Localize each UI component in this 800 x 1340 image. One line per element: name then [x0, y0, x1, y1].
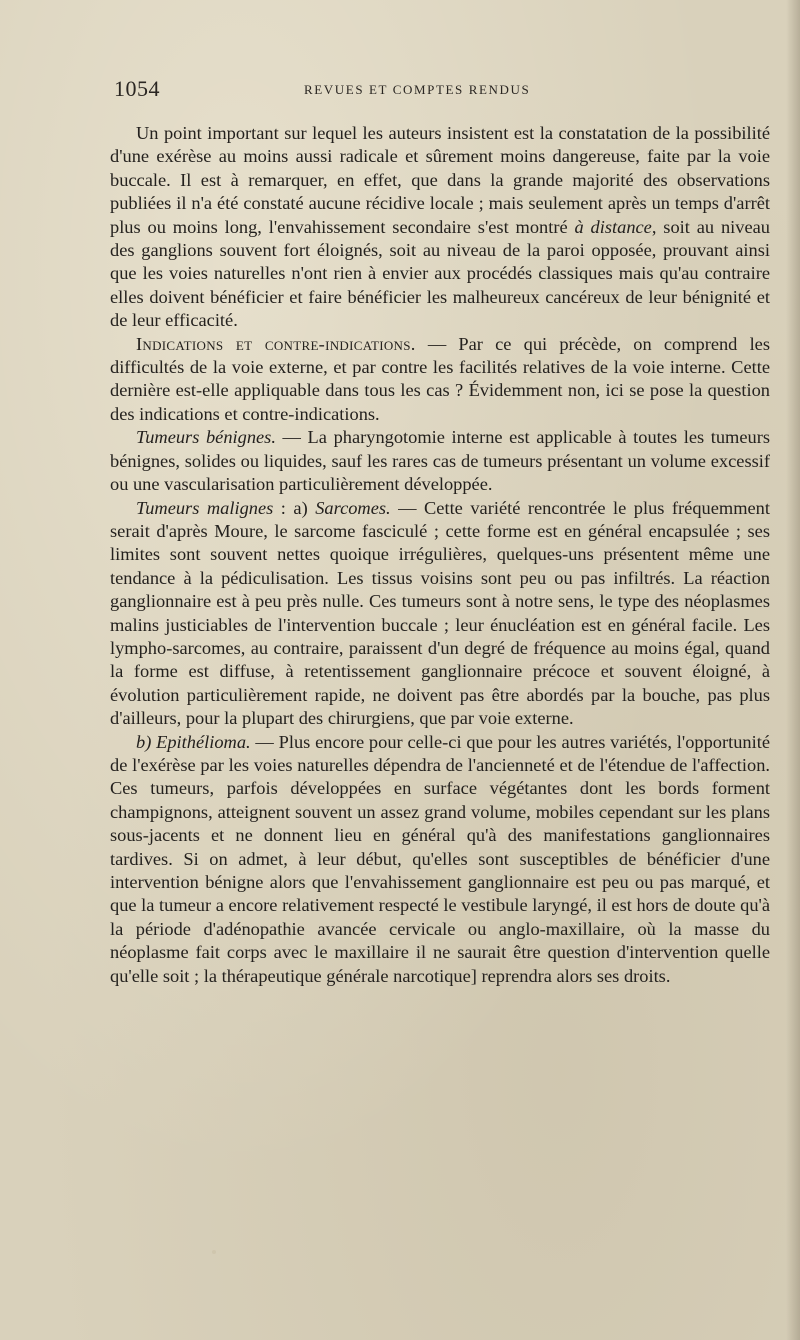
paragraph-benign — [110, 426, 770, 496]
paragraph-1-text-cont: , soit au niveau des ganglions souvent fort éloignés, soit au niveau de la paroi opposée, prouvant ainsi que les voies naturelles n'ont rien à envier aux procédés classiques mais qu'au contraire elles doivent bénéficier et faire bénéficier les malheureux cancéreux de leur bénignité et de leur efficacité. — [110, 216, 770, 331]
paragraph-1-italic: à distance — [574, 216, 652, 237]
running-title: REVUES ET COMPTES RENDUS — [304, 82, 531, 97]
page-edge-shadow — [786, 0, 800, 1340]
paragraph-benign-text: — La pharyngotomie interne est applicable à toutes les tumeurs bénignes, solides ou liquides, sauf les rares cas de tumeurs présentant un volume excessif ou une vascularisation particulièrement développée. — [110, 427, 770, 495]
paper-speck — [212, 1250, 216, 1254]
subheading-sarcomas: Sarcomes. — [315, 497, 391, 518]
paragraph-indications-text: — Par ce qui précède, on comprend les difficultés de la voie externe, et par contre les facilités relatives de la voie interne. Cette dernière est-elle appliquable dans tous les cas ? Évidemment non, ici se pose la question des indications et contre-indications. — [110, 333, 770, 424]
section-heading-indications: Indications et contre-indications. — [136, 333, 416, 354]
paragraph-epithelioma-text: — Plus encore pour celle-ci que pour les autres variétés, l'opportunité de l'exérèse par les voies naturelles dépendra de l'ancienneté et de l'étendue de l'affection. Ces tumeurs, parfois développées en surface végétantes dont les bords forment champignons, atteignent souvent un assez grand volume, mobiles cependant sur les plans sous-jacents et ne donnent lieu en général qu'à des manifestations ganglionnaires tardives. Si on admet, à leur début, qu'elles sont susceptibles de bénéficier d'une intervention bénigne alors que l'envahissement ganglionnaire est peu ou pas marqué, et que la tumeur a encore relativement respecté le vestibule laryngé, il est hors de doute qu'à la période d'adénopathie avancée cervicale ou anglo-maxillaire, où la masse du néoplasme fait corps avec le maxillaire il ne saurait être question d'intervention quelle qu'elle soit ; la thérapeutique générale narcotique] reprendra alors ses droits. — [110, 731, 771, 986]
paragraph-1 — [110, 122, 770, 333]
paragraph-malignant-label: : a) — [273, 497, 316, 518]
paragraph-indications — [110, 333, 770, 427]
paragraph-1-text: Un point important sur lequel les auteurs insistent est la constatation de la possibilité d'une exérèse au moins aussi radicale et sûrement moins dangereuse, faite par la voie buccale. Il est à remarquer, en effet, que dans la grande majorité des observations publiées il n'a été constaté aucune récidive locale ; mais seulement après un temps d'arrêt plus ou moins long, l'envahissement secondaire s'est montré — [110, 123, 770, 237]
paragraph-epithelioma — [110, 731, 770, 988]
subheading-benign: Tumeurs bénignes. — [136, 427, 276, 448]
paragraph-malignant — [110, 497, 770, 731]
subheading-malignant: Tumeurs malignes — [136, 497, 274, 518]
page-number: 1054 — [114, 76, 160, 101]
paragraph-malignant-text: — Cette variété rencontrée le plus fréquemment serait d'après Moure, le sarcome fasciculé ; cette forme est en général encapsulée ; ses limites sont souvent nettes quoique irrégulières, quelques-uns présentent même une tendance à la pédiculisation. Les tissus voisins sont peu ou pas infiltrés. La réaction ganglionnaire est à peu près nulle. Ces tumeurs sont à notre sens, le type des néoplasmes malins justiciables de l'intervention buccale ; leur énucléation est en général facile. Les lympho-sarcomes, au contraire, paraissent d'un degré de fréquence au moins égal, quand la forme est diffuse, à retentissement ganglionnaire précoce et souvent éloigné, à évolution particulièrement rapide, ne doivent pas être abordés par la bouche, pas plus d'ailleurs, pour la plupart des chirurgiens, que par voie externe. — [110, 497, 770, 729]
article-body — [110, 122, 770, 988]
page-header — [114, 76, 770, 104]
subheading-epithelioma: b) Epithélioma. — [136, 731, 251, 752]
